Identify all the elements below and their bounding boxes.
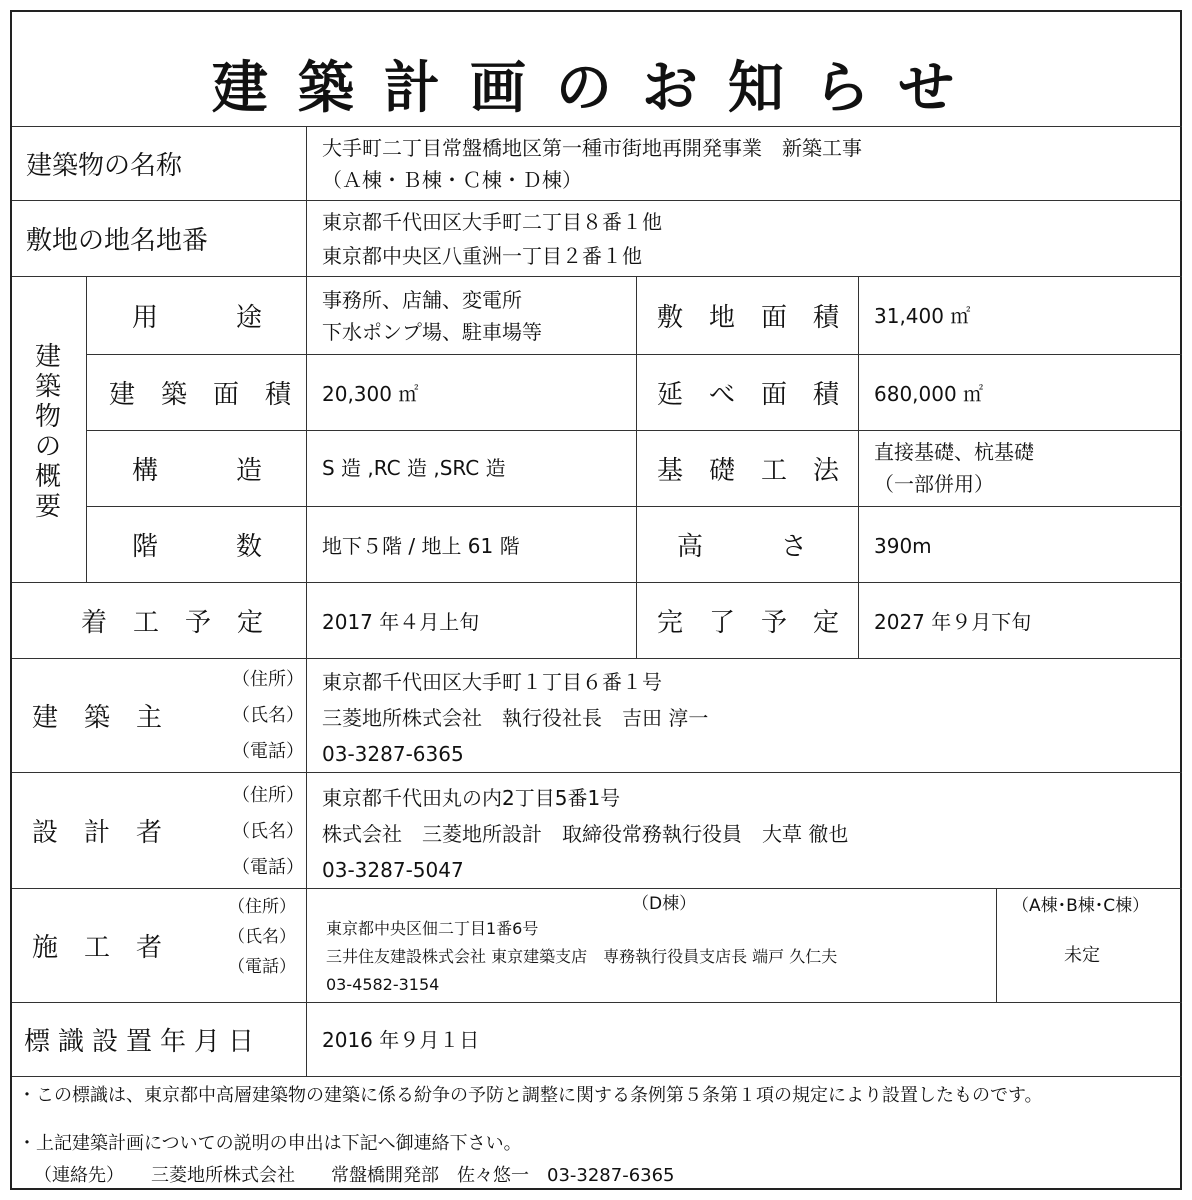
divider — [636, 276, 637, 658]
site-area-value: 31,400 ㎡ — [874, 304, 971, 328]
building-area-label: 建 築 面 積 — [108, 379, 291, 410]
site-address-label: 敷地の地名地番 — [26, 225, 209, 256]
divider — [86, 276, 87, 582]
floors-value: 地下５階 / 地上 61 階 — [322, 534, 520, 558]
contractor-name-tag: （氏名） — [228, 927, 296, 947]
divider — [306, 126, 307, 1076]
end-label: 完 了 予 定 — [656, 607, 839, 638]
owner-label: 建 築 主 — [32, 702, 163, 733]
overview-group-text: 建築物の概要 — [34, 342, 61, 522]
notice-board — [10, 10, 1182, 1190]
site-address-line1: 東京都千代田区大手町二丁目８番１他 — [322, 210, 662, 234]
divider — [996, 888, 997, 1002]
structure-label: 構 造 — [131, 455, 262, 486]
site-address-line2: 東京都中央区八重洲一丁目２番１他 — [322, 244, 642, 268]
sign-date-value: 2016 年９月１日 — [322, 1028, 480, 1052]
designer-tel-tag: （電話） — [232, 857, 304, 878]
designer-name: 株式会社 三菱地所設計 取締役常務執行役員 大草 徹也 — [322, 822, 849, 846]
floors-label: 階 数 — [131, 531, 262, 562]
building-name-line1: 大手町二丁目常盤橋地区第一種市街地再開発事業 新築工事 — [322, 136, 862, 160]
designer-address: 東京都千代田丸の内2丁目5番1号 — [322, 786, 621, 810]
overview-group-label — [32, 342, 64, 522]
contractor-d-building: （D棟） — [632, 894, 697, 914]
note-contact: （連絡先） 三菱地所株式会社 常盤橋開発部 佐々悠一 03-3287-6365 — [34, 1165, 675, 1186]
start-label: 着 工 予 定 — [80, 607, 263, 638]
foundation-line1: 直接基礎、杭基礎 — [874, 440, 1034, 464]
divider — [12, 1076, 1182, 1077]
building-area-value: 20,300 ㎡ — [322, 382, 419, 406]
divider — [858, 276, 859, 658]
use-line2: 下水ポンプ場、駐車場等 — [322, 320, 542, 344]
contractor-tel: 03-4582-3154 — [326, 975, 440, 994]
contractor-abc-building: （A棟･B棟･C棟） — [1012, 896, 1150, 916]
contractor-addr-tag: （住所） — [228, 897, 296, 917]
contractor-label: 施 工 者 — [32, 932, 163, 963]
owner-tel-tag: （電話） — [232, 741, 304, 762]
use-line1: 事務所、店舗、変電所 — [322, 288, 522, 312]
note-regulation: ・この標識は、東京都中高層建築物の建築に係る紛争の予防と調整に関する条例第５条第１項の規定により設置したものです。 — [18, 1085, 1043, 1106]
foundation-line2: （一部併用） — [874, 472, 994, 496]
note-inquiry: ・上記建築計画についての説明の申出は下記へ御連絡下さい。 — [18, 1133, 522, 1154]
designer-tel: 03-3287-5047 — [322, 858, 464, 882]
divider — [12, 126, 1182, 127]
height-label: 高 さ — [676, 531, 807, 562]
owner-addr-tag: （住所） — [232, 669, 304, 690]
foundation-label: 基 礎 工 法 — [656, 455, 839, 486]
contractor-abc-status: 未定 — [1064, 945, 1100, 966]
contractor-name: 三井住友建設株式会社 東京建築支店 専務執行役員支店長 端戸 久仁夫 — [326, 947, 838, 966]
floor-area-label: 延 べ 面 積 — [656, 379, 839, 410]
owner-name: 三菱地所株式会社 執行役社長 吉田 淳一 — [322, 706, 709, 730]
designer-addr-tag: （住所） — [232, 785, 304, 806]
divider — [12, 772, 1182, 773]
page-title: 建築計画のお知らせ — [211, 56, 985, 121]
structure-value: S 造 ,RC 造 ,SRC 造 — [322, 456, 506, 480]
divider — [12, 658, 1182, 659]
designer-label: 設 計 者 — [32, 817, 163, 848]
floor-area-value: 680,000 ㎡ — [874, 382, 984, 406]
designer-name-tag: （氏名） — [232, 821, 304, 842]
divider — [12, 888, 1182, 889]
owner-name-tag: （氏名） — [232, 705, 304, 726]
building-name-line2: （Ａ棟・Ｂ棟・Ｃ棟・Ｄ棟） — [322, 168, 582, 192]
start-value: 2017 年４月上旬 — [322, 610, 480, 634]
use-label: 用 途 — [131, 302, 262, 333]
contractor-address: 東京都中央区佃二丁目1番6号 — [326, 919, 539, 938]
site-area-label: 敷 地 面 積 — [656, 302, 839, 333]
contractor-tel-tag: （電話） — [228, 957, 296, 977]
sign-date-label: 標識設置年月日 — [24, 1026, 263, 1057]
height-value: 390m — [874, 534, 932, 558]
end-value: 2027 年９月下旬 — [874, 610, 1032, 634]
owner-address: 東京都千代田区大手町１丁目６番１号 — [322, 670, 662, 694]
building-name-label: 建築物の名称 — [26, 150, 183, 181]
owner-tel: 03-3287-6365 — [322, 742, 464, 766]
